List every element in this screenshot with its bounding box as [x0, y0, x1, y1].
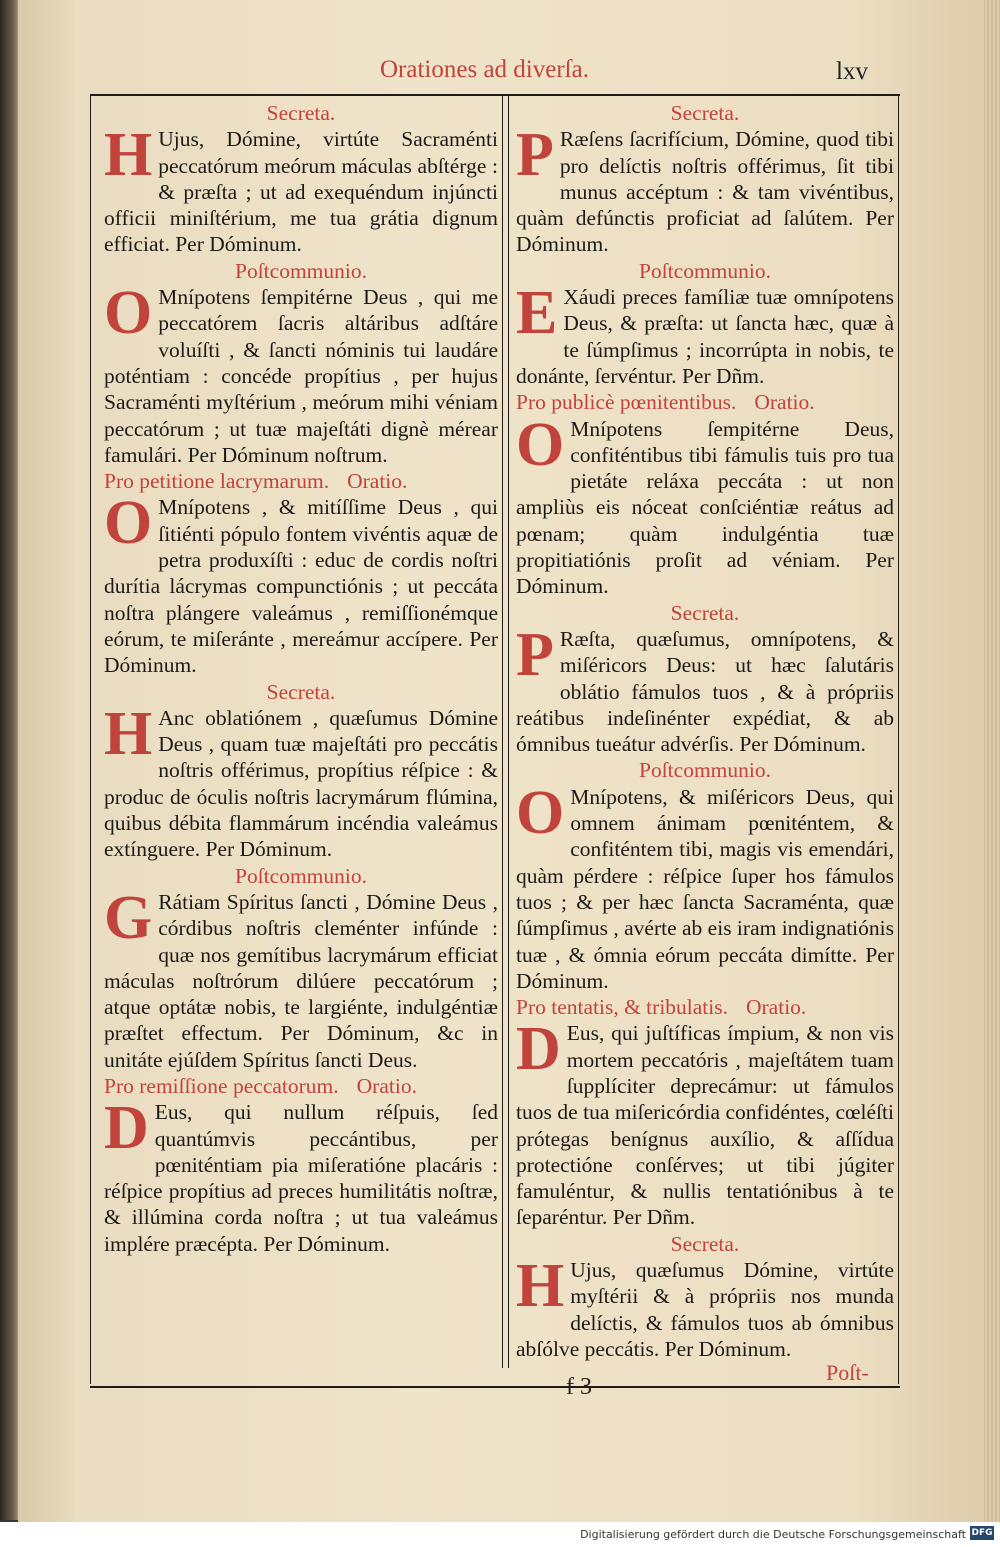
section-heading: Secreta.	[266, 679, 336, 704]
rubric-oratio: Oratio.	[347, 469, 408, 494]
rubric-oratio: Oratio.	[356, 1073, 417, 1098]
prayer-text: Ujus, quæſumus Dómine, virtúte myſtérii & à própriis nos munda delíctis, & fámulos tuos ab ómnibus abſólve peccátis. Per Dóminum.	[516, 1258, 894, 1361]
prayer-paragraph	[516, 620, 894, 757]
prayer-paragraph	[516, 410, 894, 600]
rubric-title: Pro remiſſione peccatorum.	[104, 1073, 339, 1098]
book-page	[18, 0, 1000, 1522]
prayer-text: Rátiam Spíritus ſancti , Dómine Deus , córdibus noſtris cleménter infúnde : quæ nos gemítibus lacrymárum efficiat máculas noſtrórum dilúere peccatórum ; atque optátæ nobis, te largiénte, indulgéntiæ præſtet effectum. Per Dóminum, &c in unitáte ejúſdem Spíritus ſancti Deus.	[104, 889, 498, 1072]
running-head: Orationes ad diverſa.	[380, 56, 589, 83]
left-column	[104, 100, 498, 1257]
red-initial: D	[104, 1094, 149, 1163]
catchword: Poſt-	[826, 1360, 869, 1385]
red-initial: H	[104, 699, 153, 768]
red-initial: H	[104, 121, 153, 190]
folio-number: lxv	[836, 58, 868, 85]
red-initial: E	[516, 279, 558, 348]
prayer-text: Ræſta, quæſumus, omnípotens, & miſéricors Deus: ut hæc ſalutáris oblátio fámulos tuos , & à própriis reátibus indeſinénter expédiat, & ab ómnibus tueátur advérſis. Per Dóminum.	[516, 626, 894, 757]
prayer-paragraph	[104, 1094, 498, 1257]
section-heading: Poſtcommunio.	[639, 258, 771, 283]
red-initial: O	[516, 778, 565, 847]
dfg-logo-icon: DFG	[971, 1528, 993, 1538]
prayer-text: Xáudi preces famíliæ tuæ omnípotens Deus, & præſta: ut ſancta hæc, quæ à te ſúmpſimus ; incorrúpta in nobis, te donánte, ſervéntur. Per Dñm.	[516, 285, 894, 388]
digitization-footer	[0, 1522, 1000, 1547]
prayer-paragraph	[104, 489, 498, 678]
prayer-paragraph	[516, 778, 894, 994]
rubric-oratio: Oratio.	[746, 995, 807, 1020]
column-divider-rule	[508, 96, 510, 1368]
prayer-paragraph	[516, 1252, 894, 1362]
red-initial: O	[104, 279, 153, 348]
red-initial: P	[516, 620, 554, 689]
signature-mark: f 3	[566, 1374, 592, 1400]
rubric-heading	[516, 994, 894, 1020]
section-heading: Poſtcommunio.	[235, 863, 367, 888]
prayer-paragraph	[516, 1015, 894, 1230]
prayer-text: Eus, qui nullum réſpuis, ſed quantúmvis peccántibus, per pœniténtiam pia miſeratióne placáris : réſpice propítius ad preces humilitátis noſtræ, & illúmina corda noſtra ; ut tua valeámus implére præcépta. Per Dóminum.	[104, 1100, 498, 1256]
red-initial: O	[516, 410, 565, 479]
prayer-paragraph	[104, 279, 498, 468]
prayer-paragraph	[516, 279, 894, 389]
red-initial: H	[516, 1252, 565, 1321]
rubric-oratio: Oratio.	[754, 390, 815, 415]
prayer-paragraph	[104, 883, 498, 1073]
prayer-text: Eus, qui juſtíficas ímpium, & non vis mortem peccatóris , majeſtátem tuam ſupplíciter deprecámur: ut fámulos tuos de tua miſericórdia confidéntes, cœléſti prótegas benígnus auxílio, & aſſídua protectióne conſérves; ut tibi júgiter famuléntur, & nullis tentatiónibus à te ſeparéntur. Per Dñm.	[516, 1021, 894, 1230]
prayer-text: Mnípotens, & miſéricors Deus, qui omnem ánimam pœniténtem, & confiténtem tibi, magis vis emendári, quàm pérdere : réſpice ſuper hos fámulos tuos ; & per hæc ſancta Sacraménta, quæ ſúmpſimus , avérte ab eis iram indignatiónis tuæ , & ómnia eórum peccáta dimítte. Per Dóminum.	[516, 784, 894, 993]
section-heading: Secreta.	[670, 600, 740, 625]
section-heading: Secreta.	[670, 1231, 740, 1256]
section-heading: Poſtcommunio.	[639, 758, 771, 783]
section-heading: Poſtcommunio.	[235, 258, 367, 283]
right-column	[516, 100, 894, 1362]
red-initial: G	[104, 883, 153, 952]
red-initial: O	[104, 489, 153, 558]
prayer-text: Mnípotens , & mitíſſime Deus , qui ſitiénti pópulo fontem vivéntis aquæ de petra produxíſti : educ de cordis noſtri durítia lácrymas compunctiónis ; ut peccáta noſtra plángere valeámus , remiſſionémque eórum, te miſeránte , mereámur accípere. Per Dóminum.	[104, 495, 498, 678]
section-heading: Secreta.	[670, 101, 740, 125]
prayer-text: Ujus, Dómine, virtúte Sacraménti peccatórum meórum máculas abſtérge : & præſta ; ut ad exequéndum injúncti officii miniſtérium, me tua grátia dignum efficiat. Per Dóminum.	[104, 127, 498, 257]
frame-left-rule	[90, 96, 92, 1384]
prayer-text: Ræſens ſacrifícium, Dómine, quod tibi pro delíctis noſtris offérimus, ſit tibi munus accéptum : & tam vivéntibus, quàm defúnctis proficiat ad ſalútem. Per Dóminum.	[516, 127, 894, 257]
prayer-text: Anc oblatiónem , quæſumus Dómine Deus , quam tuæ majeſtáti pro peccátis noſtris offérimus, propítius réſpice : & produc de óculis noſtris lacrymárum flúmina, quibus débita flammárum incéndia valeámus extínguere. Per Dóminum.	[104, 705, 498, 862]
rubric-heading	[104, 1073, 498, 1099]
rubric-heading	[104, 468, 498, 494]
column-divider-rule	[502, 96, 504, 1368]
rubric-title: Pro publicè pœnitentibus.	[516, 390, 737, 415]
prayer-paragraph	[104, 121, 498, 257]
frame-right-rule	[898, 96, 900, 1384]
red-initial: P	[516, 121, 554, 190]
red-initial: D	[516, 1015, 561, 1084]
rubric-title: Pro petitione lacrymarum.	[104, 469, 330, 494]
section-heading: Secreta.	[266, 101, 336, 125]
prayer-text: Mnípotens ſempitérne Deus , qui me peccatórem ſacris altáribus adſtáre voluíſti , & ſancti nóminis tui laudáre poténtiam : concéde propítius , per hujus Sacraménti myſtérium , meórum mihi véniam peccatórum ; ut tuæ majeſtáti dignè mérear famulári. Per Dóminum noſtrum.	[104, 285, 498, 467]
prayer-paragraph	[516, 121, 894, 257]
rubric-heading	[516, 389, 894, 415]
rubric-title: Pro tentatis, & tribulatis.	[516, 995, 728, 1020]
prayer-paragraph	[104, 699, 498, 863]
digitization-note: Digitalisierung gefördert durch die Deutsche Forschungsgemeinschaft	[580, 1528, 966, 1541]
prayer-text: Mnípotens ſempitérne Deus, confiténtibus tibi fámulis tuis pro tua pietáte reláxa peccáta : ut non ampliùs eis nóceat conſciéntiæ reátus ad pœnam; quàm indulgéntia tuæ propitiatiónis proſit ad véniam. Per Dóminum.	[516, 416, 894, 599]
